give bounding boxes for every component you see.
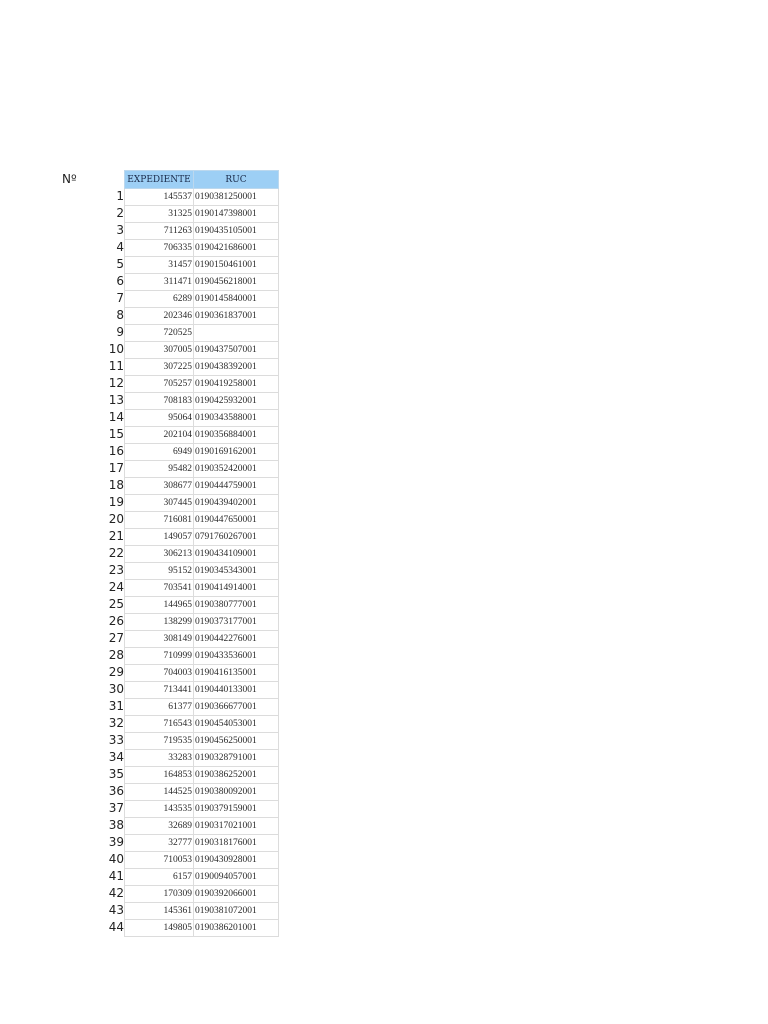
- ruc-cell: 0190381072001: [194, 903, 279, 920]
- row-number: 19: [108, 495, 124, 509]
- row-number: 21: [108, 529, 124, 543]
- expediente-cell: 31457: [125, 257, 194, 274]
- ruc-cell: 0190386201001: [194, 920, 279, 937]
- row-number: 41: [108, 869, 124, 883]
- table-row: [125, 376, 279, 393]
- table-row: [125, 648, 279, 665]
- ruc-cell: 0190343588001: [194, 410, 279, 427]
- ruc-cell: 0190419258001: [194, 376, 279, 393]
- table-row: [125, 614, 279, 631]
- expediente-cell: 6289: [125, 291, 194, 308]
- row-number: 23: [108, 563, 124, 577]
- row-number: 22: [108, 546, 124, 560]
- table-row: [125, 767, 279, 784]
- table-row: [125, 784, 279, 801]
- table-row: [125, 597, 279, 614]
- row-number: 18: [108, 478, 124, 492]
- row-number: 44: [108, 920, 124, 934]
- row-number: 26: [108, 614, 124, 628]
- expediente-cell: 710999: [125, 648, 194, 665]
- ruc-cell: 0190434109001: [194, 546, 279, 563]
- row-number: 31: [108, 699, 124, 713]
- table-row: [125, 920, 279, 937]
- ruc-cell: 0190456218001: [194, 274, 279, 291]
- expediente-cell: 713441: [125, 682, 194, 699]
- expediente-cell: 308149: [125, 631, 194, 648]
- ruc-cell: 0190438392001: [194, 359, 279, 376]
- table-row: [125, 478, 279, 495]
- table-row: [125, 801, 279, 818]
- row-number: 13: [108, 393, 124, 407]
- row-number: 36: [108, 784, 124, 798]
- table-row: [125, 818, 279, 835]
- expediente-cell: 33283: [125, 750, 194, 767]
- ruc-cell: 0190440133001: [194, 682, 279, 699]
- expediente-cell: 307445: [125, 495, 194, 512]
- table-row: [125, 274, 279, 291]
- row-number: 20: [108, 512, 124, 526]
- ruc-cell: 0190456250001: [194, 733, 279, 750]
- row-number: 11: [108, 359, 124, 373]
- ruc-cell: 0190361837001: [194, 308, 279, 325]
- row-number: 7: [116, 291, 124, 305]
- row-number: 5: [116, 257, 124, 271]
- row-number: 6: [116, 274, 124, 288]
- table-row: [125, 427, 279, 444]
- row-number: 39: [108, 835, 124, 849]
- expediente-cell: 149805: [125, 920, 194, 937]
- ruc-cell: 0190439402001: [194, 495, 279, 512]
- table-row: [125, 563, 279, 580]
- ruc-cell: 0190366677001: [194, 699, 279, 716]
- ruc-cell: 0190328791001: [194, 750, 279, 767]
- ruc-cell: 0190414914001: [194, 580, 279, 597]
- ruc-cell: 0190430928001: [194, 852, 279, 869]
- expediente-cell: 308677: [125, 478, 194, 495]
- expediente-cell: 716081: [125, 512, 194, 529]
- ruc-cell: 0190381250001: [194, 189, 279, 206]
- expediente-cell: 705257: [125, 376, 194, 393]
- expediente-cell: 144525: [125, 784, 194, 801]
- row-number: 34: [108, 750, 124, 764]
- table-row: [125, 546, 279, 563]
- table-row: [125, 835, 279, 852]
- column-header-expediente: EXPEDIENTE: [125, 171, 194, 189]
- expediente-cell: 706335: [125, 240, 194, 257]
- expediente-cell: 149057: [125, 529, 194, 546]
- ruc-cell: 0190444759001: [194, 478, 279, 495]
- table-row: [125, 682, 279, 699]
- row-number-column: [100, 188, 124, 936]
- expediente-cell: 32777: [125, 835, 194, 852]
- table-row: [125, 580, 279, 597]
- expediente-cell: 95152: [125, 563, 194, 580]
- ruc-cell: 0190425932001: [194, 393, 279, 410]
- expediente-cell: 703541: [125, 580, 194, 597]
- table-row: [125, 699, 279, 716]
- expediente-cell: 710053: [125, 852, 194, 869]
- row-number: 25: [108, 597, 124, 611]
- column-header-ruc: RUC: [194, 171, 279, 189]
- ruc-cell: 0190380092001: [194, 784, 279, 801]
- table-row: [125, 308, 279, 325]
- ruc-cell: 0190094057001: [194, 869, 279, 886]
- table-row: [125, 512, 279, 529]
- table-row: [125, 529, 279, 546]
- ruc-cell: 0190345343001: [194, 563, 279, 580]
- table-row: [125, 631, 279, 648]
- row-number: 16: [108, 444, 124, 458]
- row-number: 37: [108, 801, 124, 815]
- ruc-cell: 0190318176001: [194, 835, 279, 852]
- ruc-cell: 0190145840001: [194, 291, 279, 308]
- ruc-cell: 0190386252001: [194, 767, 279, 784]
- table-row: [125, 410, 279, 427]
- row-number: 12: [108, 376, 124, 390]
- table-row: [125, 716, 279, 733]
- row-number: 43: [108, 903, 124, 917]
- row-number: 15: [108, 427, 124, 441]
- expediente-cell: 719535: [125, 733, 194, 750]
- table-row: [125, 291, 279, 308]
- table-row: [125, 444, 279, 461]
- number-column-header: Nº: [62, 172, 77, 186]
- expediente-cell: 716543: [125, 716, 194, 733]
- row-number: 33: [108, 733, 124, 747]
- expediente-cell: 138299: [125, 614, 194, 631]
- expediente-cell: 61377: [125, 699, 194, 716]
- expediente-cell: 170309: [125, 886, 194, 903]
- table-row: [125, 223, 279, 240]
- row-number: 1: [116, 189, 124, 203]
- expediente-cell: 720525: [125, 325, 194, 342]
- row-number: 4: [116, 240, 124, 254]
- ruc-cell: 0190380777001: [194, 597, 279, 614]
- row-number: 2: [116, 206, 124, 220]
- row-number: 8: [116, 308, 124, 322]
- expediente-ruc-table: [124, 170, 279, 937]
- table-body: [125, 189, 279, 937]
- row-number: 24: [108, 580, 124, 594]
- expediente-cell: 164853: [125, 767, 194, 784]
- expediente-cell: 307225: [125, 359, 194, 376]
- ruc-cell: 0791760267001: [194, 529, 279, 546]
- ruc-cell: 0190435105001: [194, 223, 279, 240]
- expediente-cell: 704003: [125, 665, 194, 682]
- expediente-cell: 144965: [125, 597, 194, 614]
- expediente-cell: 145361: [125, 903, 194, 920]
- table-row: [125, 750, 279, 767]
- row-number: 27: [108, 631, 124, 645]
- ruc-cell: 0190433536001: [194, 648, 279, 665]
- expediente-cell: 6157: [125, 869, 194, 886]
- ruc-cell: 0190317021001: [194, 818, 279, 835]
- ruc-cell: 0190379159001: [194, 801, 279, 818]
- expediente-cell: 31325: [125, 206, 194, 223]
- row-number: 30: [108, 682, 124, 696]
- row-number: 32: [108, 716, 124, 730]
- row-number: 38: [108, 818, 124, 832]
- ruc-cell: 0190454053001: [194, 716, 279, 733]
- ruc-cell: 0190421686001: [194, 240, 279, 257]
- ruc-cell: 0190356884001: [194, 427, 279, 444]
- row-number: 3: [116, 223, 124, 237]
- ruc-cell: 0190437507001: [194, 342, 279, 359]
- ruc-cell: 0190147398001: [194, 206, 279, 223]
- expediente-cell: 32689: [125, 818, 194, 835]
- table-row: [125, 665, 279, 682]
- row-number: 14: [108, 410, 124, 424]
- table-row: [125, 342, 279, 359]
- row-number: 28: [108, 648, 124, 662]
- table-row: [125, 189, 279, 206]
- row-number: 29: [108, 665, 124, 679]
- expediente-cell: 306213: [125, 546, 194, 563]
- expediente-cell: 311471: [125, 274, 194, 291]
- expediente-cell: 145537: [125, 189, 194, 206]
- expediente-cell: 708183: [125, 393, 194, 410]
- expediente-cell: 95482: [125, 461, 194, 478]
- ruc-cell: 0190169162001: [194, 444, 279, 461]
- expediente-cell: 711263: [125, 223, 194, 240]
- table-row: [125, 206, 279, 223]
- table-row: [125, 852, 279, 869]
- row-number: 40: [108, 852, 124, 866]
- ruc-cell: 0190447650001: [194, 512, 279, 529]
- table-row: [125, 393, 279, 410]
- ruc-cell: 0190150461001: [194, 257, 279, 274]
- table-row: [125, 733, 279, 750]
- row-number: 17: [108, 461, 124, 475]
- expediente-cell: 202346: [125, 308, 194, 325]
- ruc-cell: 0190416135001: [194, 665, 279, 682]
- ruc-cell: 0190392066001: [194, 886, 279, 903]
- expediente-cell: 6949: [125, 444, 194, 461]
- table-row: [125, 886, 279, 903]
- ruc-cell: 0190352420001: [194, 461, 279, 478]
- table-row: [125, 325, 279, 342]
- expediente-cell: 307005: [125, 342, 194, 359]
- ruc-cell: [194, 325, 279, 342]
- row-number: 42: [108, 886, 124, 900]
- expediente-cell: 143535: [125, 801, 194, 818]
- ruc-cell: 0190373177001: [194, 614, 279, 631]
- expediente-cell: 95064: [125, 410, 194, 427]
- ruc-cell: 0190442276001: [194, 631, 279, 648]
- table-row: [125, 903, 279, 920]
- table-row: [125, 359, 279, 376]
- table-row: [125, 240, 279, 257]
- table-header-row: [125, 171, 279, 189]
- row-number: 35: [108, 767, 124, 781]
- table-row: [125, 495, 279, 512]
- table-row: [125, 869, 279, 886]
- table-row: [125, 461, 279, 478]
- row-number: 10: [108, 342, 124, 356]
- expediente-cell: 202104: [125, 427, 194, 444]
- row-number: 9: [116, 325, 124, 339]
- table-row: [125, 257, 279, 274]
